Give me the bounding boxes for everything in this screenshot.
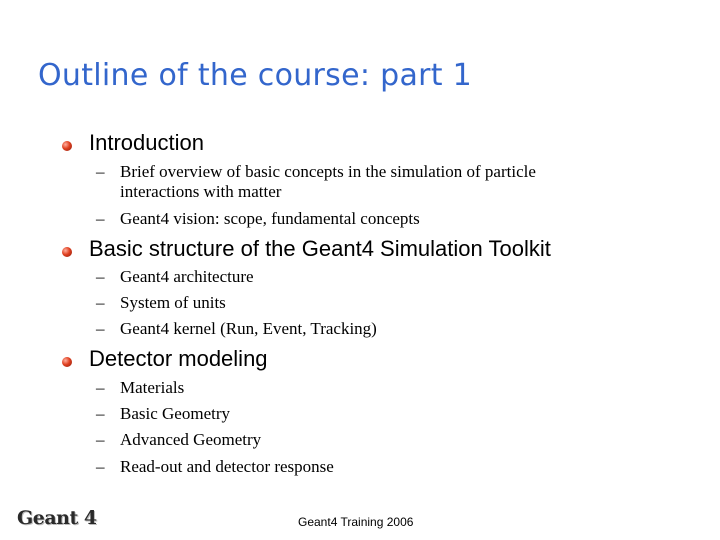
section-basic-structure: Basic structure of the Geant4 Simulation Toolkit – Geant4 architecture – System of units – Geant4 kernel (Run, Event, Tracking)	[0, 234, 720, 264]
dash-icon: –	[96, 430, 105, 449]
dash-icon: –	[96, 293, 105, 312]
bullet-icon	[62, 357, 72, 367]
dash-icon: –	[96, 457, 105, 476]
footer-text: Geant4 Training 2006	[298, 515, 414, 529]
dash-icon: –	[96, 209, 105, 228]
section-introduction: Introduction – Brief overview of basic concepts in the simulation of particle interactions with matter – Geant4 vision: scope, fundamental concepts	[0, 128, 720, 158]
section-detector-modeling: Detector modeling – Materials – Basic Geometry – Advanced Geometry – Read-out and detector response	[0, 344, 720, 374]
section-heading: Basic structure of the Geant4 Simulation Toolkit	[89, 236, 551, 261]
dash-icon: –	[96, 378, 105, 397]
section-heading: Detector modeling	[89, 346, 268, 371]
dash-icon: –	[96, 319, 105, 338]
dash-icon: –	[96, 404, 105, 423]
geant4-logo: Geant 4	[17, 507, 97, 529]
section-heading: Introduction	[89, 130, 204, 155]
bullet-icon	[62, 247, 72, 257]
bullet-icon	[62, 141, 72, 151]
dash-icon: –	[96, 267, 105, 286]
slide-title: Outline of the course: part 1	[38, 58, 473, 93]
dash-icon: –	[96, 162, 105, 181]
